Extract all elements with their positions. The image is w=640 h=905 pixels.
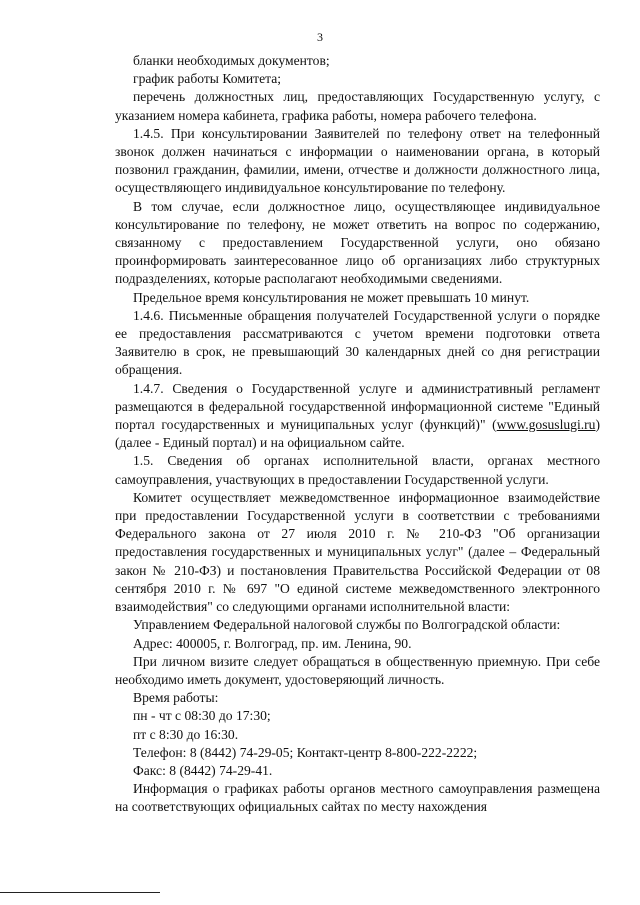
paragraph-hours-fri: пт с 8:30 до 16:30.	[133, 726, 239, 742]
paragraph-1-4-7-text-start: 1.4.7. Сведения о Государственной услуге и административный регламент размещаются в федеральной государственной информационной системе "Единый портал государственных и муниципальных услуг (функций)" (	[115, 380, 600, 433]
paragraph-1-4-6: 1.4.6. Письменные обращения получателей Государственной услуги о порядке ее предоставления рассматриваются с учетом времени подготовки ответа Заявителю в срок, не превышающий 30 календарных дней со дня регистрации обращения.	[115, 307, 600, 378]
paragraph-officials-list: перечень должностных лиц, предоставляющих Государственную услугу, с указанием номера кабинета, графика работы, номера рабочего телефона.	[115, 89, 600, 123]
paragraph-visit: При личном визите следует обращаться в общественную приемную. При себе необходимо иметь документ, удостоверяющий личность.	[115, 653, 600, 687]
paragraph-1-5: 1.5. Сведения об органах исполнительной власти, органах местного самоуправления, участвующих в предоставлении Государственной услуги.	[115, 453, 600, 487]
paragraph-schedule: график работы Комитета;	[133, 71, 282, 87]
paragraph-phone-consulting: В том случае, если должностное лицо, осуществляющее индивидуальное консультирование по телефону, не может ответить на вопрос по содержанию, связанному с предоставлением Государственной услуги, оно обязано проинформировать заинтересованное лицо об организациях либо структурных подразделениях, которые располагают необходимыми сведениями.	[115, 198, 600, 287]
paragraph-local-government: Информация о графиках работы органов местного самоуправления размещена на соответствующих официальных сайтах по месту нахождения	[115, 781, 600, 815]
page-number: 3	[317, 30, 323, 44]
paragraph-fax: Факс: 8 (8442) 74-29-41.	[133, 762, 273, 778]
paragraph-hours-mon-thu: пн - чт с 08:30 до 17:30;	[133, 708, 271, 724]
document-body	[115, 52, 600, 817]
paragraph-time-limit: Предельное время консультирования не может превышать 10 минут.	[133, 289, 530, 305]
paragraph-1-4-5: 1.4.5. При консультировании Заявителей по телефону ответ на телефонный звонок должен начинаться с информации о наименовании органа, в который позвонил гражданин, фамилии, имени, отчестве и должности должностного лица, осуществляющего индивидуальное консультирование по телефону.	[115, 125, 600, 196]
paragraph-phone: Телефон: 8 (8442) 74-29-05; Контакт-центр 8-800-222-2222;	[133, 744, 478, 760]
paragraph-committee-interaction: Комитет осуществляет межведомственное информационное взаимодействие при предоставлении Государственной услуги в соответствии с требованиями Федерального закона от 27 июля 2010 г. № 210-ФЗ "Об организации предоставления государственных и муниципальных услуг" (далее – Федеральный закон № 210-ФЗ) и постановления Правительства Российской Федерации от 08 сентября 2010 г. № 697 "О единой системе межведомственного электронного взаимодействия" со следующими органами исполнительной власти:	[115, 489, 600, 615]
paragraph-tax-service: Управлением Федеральной налоговой службы по Волгоградской области:	[133, 617, 561, 633]
gosuslugi-link[interactable]: www.gosuslugi.ru	[496, 417, 596, 433]
paragraph-1-4-7	[115, 380, 600, 453]
paragraph-blanks: бланки необходимых документов;	[133, 53, 330, 68]
paragraph-hours-label: Время работы:	[133, 690, 219, 706]
paragraph-address: Адрес: 400005, г. Волгоград, пр. им. Ленина, 90.	[133, 635, 412, 651]
footnote-divider	[0, 892, 160, 893]
paragraph-1-4-7-text-end: ) (далее - Единый портал) и на официальном сайте.	[115, 417, 600, 451]
